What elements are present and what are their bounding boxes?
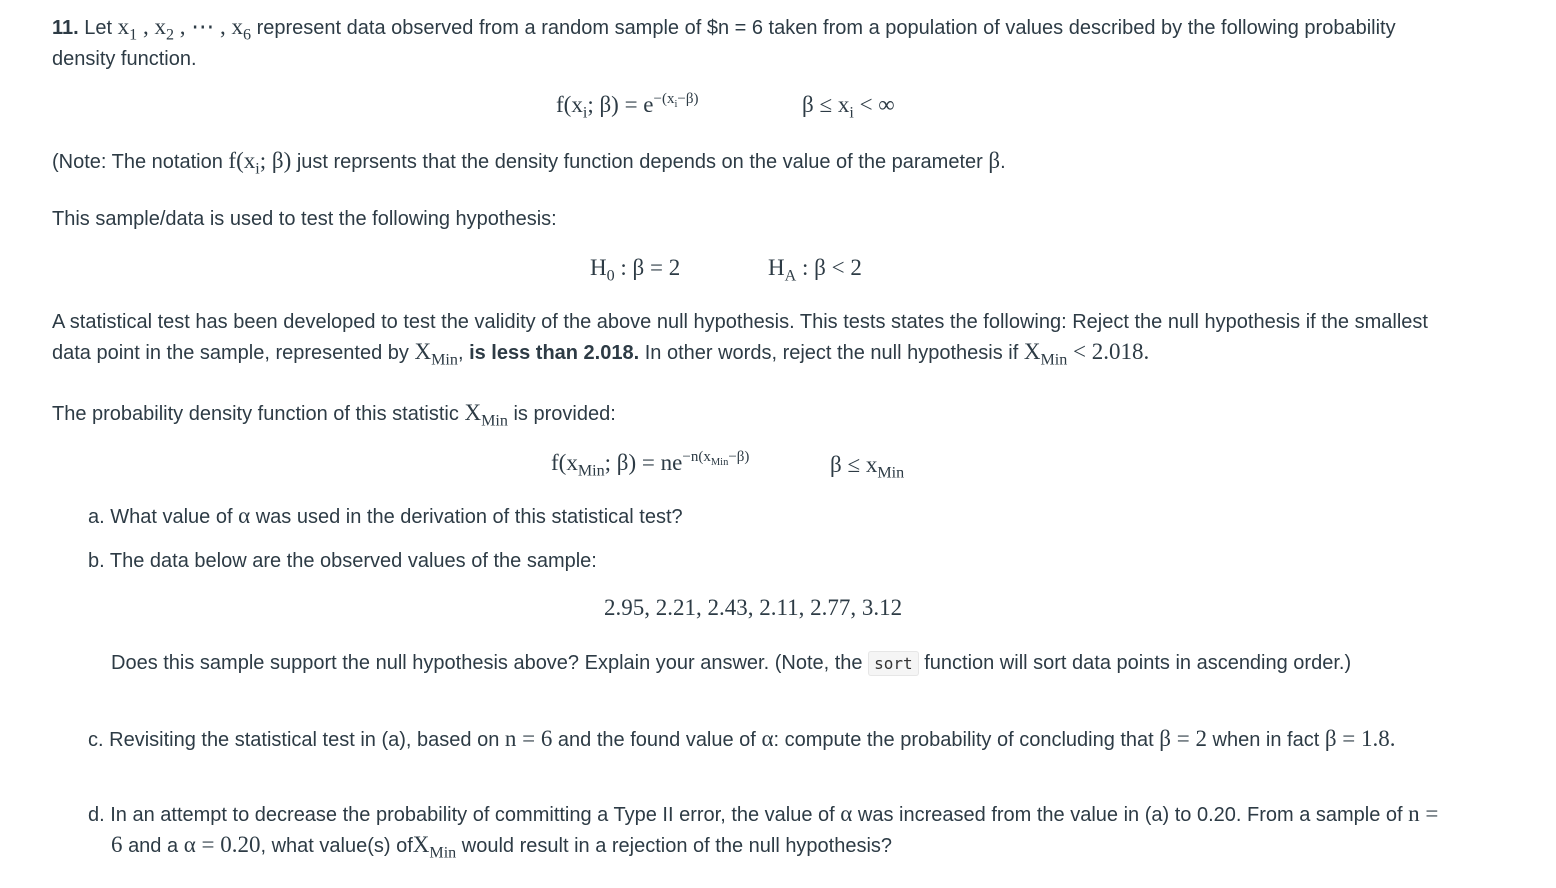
- pdf-support: $\beta \le x_i$ < ∞: [802, 92, 895, 122]
- test-description: A statistical test has been developed to test the validity of the above null hypothesis. This tests states the following: Reject the null hypothesis if the smallest data point in the sample, represented by $X_{Min}$, is less than 2.018. In other words, reject the null hypothesis if $X_{Min} < 2.018$.: [52, 311, 1428, 369]
- question-d: d. In an attempt to decrease the probability of committing a Type II error, the value of α was increased from the value in (a) to 0.20. From a sample of n = 6 and a α = 0.20, what value(s) ofX$_{Min}$ would result in a rejection of the null hypothesis?: [88, 801, 1439, 862]
- question-b: b. The data below are the observed values of the sample:: [88, 550, 597, 572]
- hypothesis-intro: This sample/data is used to test the following hypothesis:: [52, 208, 557, 230]
- problem-number: 11.: [52, 17, 79, 39]
- question-b-prompt: Does this sample support the null hypothesis above? Explain your answer. (Note, the sort function will sort data points in ascending order.): [111, 652, 1352, 674]
- observed-data: 2.95, 2.21, 2.43, 2.11, 2.77, 3.12: [604, 595, 903, 620]
- statistic-pdf-intro: The probability density function of this statistic $X_{Min}$ is provided:: [52, 400, 616, 430]
- problem-intro: 11. Let $x_1$ , $x_2$ , ⋯ , $x_6$ represent data observed from a random sample of $n = 6 taken from a population of values described by the following probability density function.: [52, 14, 1396, 70]
- null-hypothesis: $H_0$ : β = 2: [590, 255, 681, 285]
- statistic-pdf-support: $\beta \le x_{Min}$: [830, 452, 905, 482]
- question-c: c. Revisiting the statistical test in (a), based on n = 6 and the found value of α: compute the probability of concluding that β = 2 when in fact β = 1.8.: [88, 726, 1396, 751]
- sort-code: sort: [868, 651, 919, 676]
- statistic-pdf-equation: $f(x_{Min}$; $\beta) = ne^{-n(x_{Min}-\beta)}$: [551, 449, 750, 480]
- pdf-equation: $f(x_i$; $\beta) = e^{-(x_i-\beta)}$: [556, 91, 699, 122]
- question-a: a. What value of α was used in the derivation of this statistical test?: [88, 503, 683, 528]
- sample-variables: $x_1$ , $x_2$ , ⋯ , $x_6$: [117, 14, 252, 44]
- alternative-hypothesis: $H_A$ : β < 2: [768, 255, 862, 285]
- notation-note: (Note: The notation $f(x_i$; β) just reprsents that the density function depends on the value of the parameter β.: [52, 148, 1006, 178]
